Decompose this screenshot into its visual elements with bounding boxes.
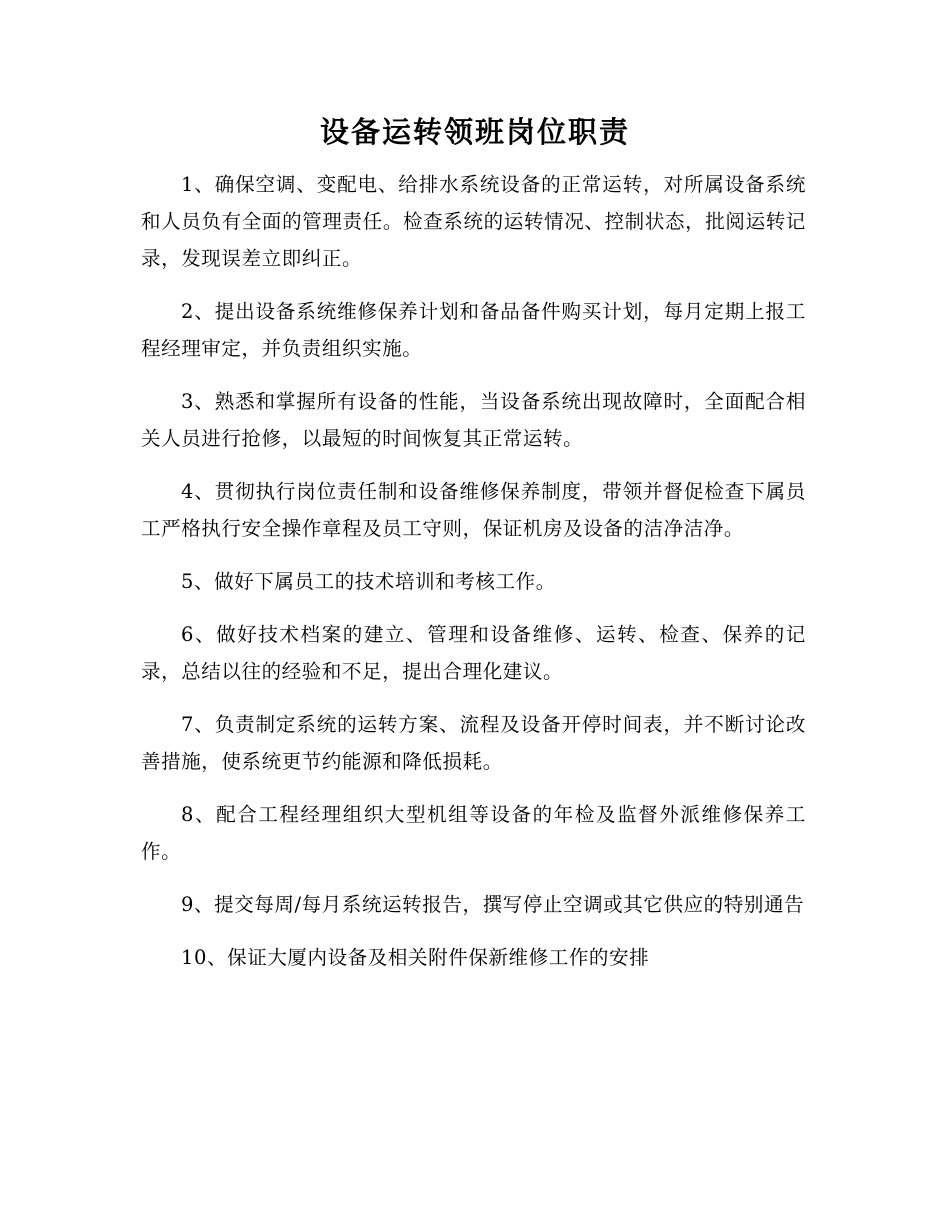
paragraph-5: 5、做好下属员工的技术培训和考核工作。 (181, 570, 556, 593)
paragraph-3: 3、熟悉和掌握所有设备的性能，当设备系统出现故障时，全面配合相关人员进行抢修，以最短的时间恢复其正常运转。 (141, 390, 806, 450)
page-title: 设备运转领班岗位职责 (319, 115, 630, 149)
document-body (141, 166, 806, 992)
paragraph-10: 10、保证大厦内设备及相关附件保新维修工作的安排 (181, 946, 650, 969)
paragraph-9: 9、提交每周/每月系统运转报告，撰写停止空调或其它供应的特别通告 (181, 893, 805, 916)
paragraph-8: 8、配合工程经理组织大型机组等设备的年检及监督外派维修保养工作。 (141, 803, 806, 863)
paragraph-7: 7、负责制定系统的运转方案、流程及设备开停时间表，并不断讨论改善措施，使系统更节约能源和降低损耗。 (141, 713, 806, 773)
paragraph-2: 2、提出设备系统维修保养计划和备品备件购买计划，每月定期上报工程经理审定，并负责组织实施。 (141, 300, 806, 360)
paragraph-4: 4、贯彻执行岗位责任制和设备维修保养制度，带领并督促检查下属员工严格执行安全操作章程及员工守则，保证机房及设备的洁净洁净。 (141, 480, 806, 540)
paragraph-6: 6、做好技术档案的建立、管理和设备维修、运转、检查、保养的记录，总结以往的经验和不足，提出合理化建议。 (141, 623, 806, 683)
paragraph-1: 1、确保空调、变配电、给排水系统设备的正常运转，对所属设备系统和人员负有全面的管理责任。检查系统的运转情况、控制状态，批阅运转记录，发现误差立即纠正。 (141, 173, 806, 270)
